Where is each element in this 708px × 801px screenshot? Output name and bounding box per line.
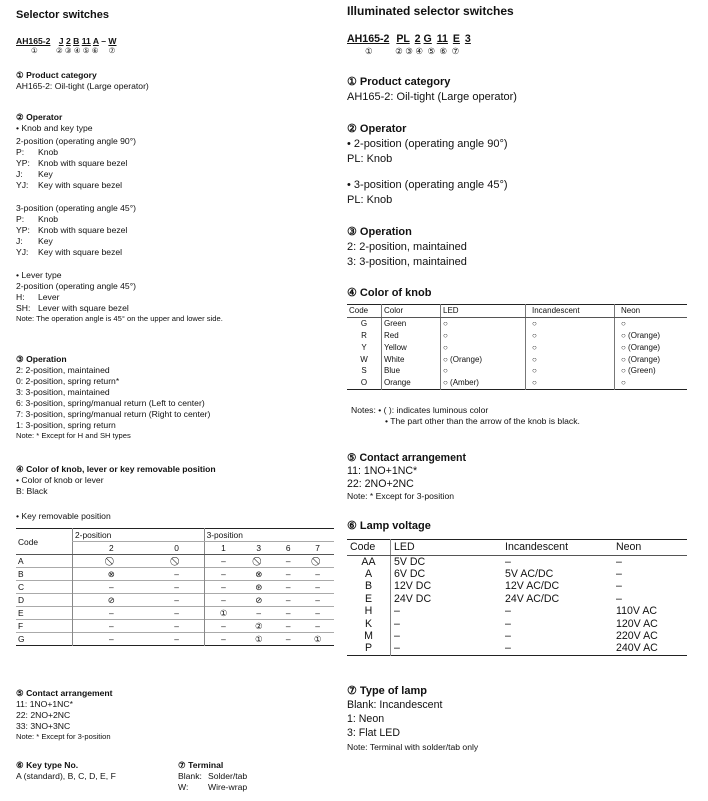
header-cell: Incandescent bbox=[526, 305, 615, 318]
subheader-cell: 1 bbox=[204, 542, 240, 555]
text-line: 3: Flat LED bbox=[347, 727, 400, 739]
text-line: • Knob and key type bbox=[16, 123, 93, 133]
item-code: YP: bbox=[16, 225, 30, 235]
table-cell: – bbox=[505, 642, 511, 655]
table-cell bbox=[299, 555, 334, 568]
table-row bbox=[347, 317, 687, 329]
table-cell: White bbox=[382, 353, 441, 365]
table-cell: ○ (Orange) bbox=[441, 353, 526, 365]
table-row bbox=[16, 594, 334, 607]
table-cell: – bbox=[148, 581, 205, 594]
item-code: P: bbox=[16, 214, 25, 224]
table-cell: ○ bbox=[526, 317, 615, 329]
table-cell: Blue bbox=[382, 365, 441, 377]
code-part: PL bbox=[396, 33, 410, 45]
table-cell: – bbox=[148, 620, 205, 633]
item-code: YJ: bbox=[16, 180, 29, 190]
table-cell: – bbox=[148, 568, 205, 581]
code-part: G bbox=[423, 33, 432, 45]
knob-color-notes bbox=[351, 405, 691, 427]
section-title: ③ Operation bbox=[347, 226, 412, 238]
code-part: E bbox=[452, 33, 460, 45]
code-part: 11 bbox=[436, 33, 448, 45]
row-code: E bbox=[16, 607, 73, 620]
header-cell: LED bbox=[441, 305, 526, 318]
table-cell: 24V AC/DC bbox=[505, 592, 560, 605]
table-cell: ○ bbox=[526, 353, 615, 365]
code-number: ② bbox=[395, 46, 403, 56]
table-cell: ○ bbox=[526, 365, 615, 377]
item-code: W: bbox=[178, 782, 189, 792]
table-cell: 24V DC bbox=[391, 593, 503, 605]
table-cell: 6V DC bbox=[391, 568, 503, 580]
text-line: 3-position (operating angle 45°) bbox=[16, 203, 137, 213]
item-label: Key bbox=[38, 236, 53, 246]
right-product-category bbox=[347, 76, 687, 104]
table-row bbox=[16, 568, 334, 581]
table-cell: 5V DC bbox=[391, 556, 503, 569]
right-lamp-type bbox=[347, 685, 687, 753]
table-cell: 240V AC bbox=[616, 642, 658, 655]
row-code: B bbox=[16, 568, 73, 581]
text-line: 0: 2-position, spring return* bbox=[16, 376, 120, 386]
section-title: ④ Color of knob, lever or key removable position bbox=[16, 464, 216, 474]
table-cell: – bbox=[299, 568, 334, 581]
right-code bbox=[347, 33, 471, 46]
table-cell: – bbox=[505, 605, 511, 618]
code-number: ④ bbox=[415, 46, 424, 56]
knob-color-table bbox=[347, 304, 687, 390]
section-title: ⑦ Terminal bbox=[178, 760, 224, 770]
note: Note: * Except for 3-position bbox=[347, 491, 454, 501]
subheader-cell: 2 bbox=[73, 542, 148, 555]
table-cell: 220V AC bbox=[616, 630, 658, 643]
text-line: 1: Neon bbox=[347, 713, 385, 725]
table-cell: ○ bbox=[526, 377, 615, 389]
row-code: G bbox=[360, 319, 368, 329]
table-row bbox=[347, 593, 687, 605]
header-cell: LED bbox=[391, 540, 503, 556]
text-line: Blank: Incandescent bbox=[347, 699, 443, 711]
table-cell: – bbox=[616, 555, 622, 568]
right-code-numbers bbox=[365, 46, 459, 57]
row-code: A bbox=[364, 568, 373, 581]
table-cell: – bbox=[275, 620, 299, 633]
text-line: • Color of knob or lever bbox=[16, 475, 104, 485]
section-title: ⑥ Key type No. bbox=[16, 760, 79, 770]
header-cell: Neon bbox=[613, 540, 687, 556]
table-cell: ○ (Orange) bbox=[615, 330, 688, 342]
note: Note: * Except for H and SH types bbox=[16, 431, 131, 440]
text-line: 2-position (operating angle 45°) bbox=[16, 281, 137, 291]
table-cell: – bbox=[299, 620, 334, 633]
subheader-cell: 6 bbox=[275, 542, 299, 555]
header-cell: 3-position bbox=[204, 529, 334, 542]
note: Notes: • ( ): indicates luminous color bbox=[351, 405, 489, 415]
item-code: H: bbox=[16, 292, 25, 302]
section-title: ③ Operation bbox=[16, 354, 67, 364]
left-code-numbers bbox=[31, 46, 115, 56]
code-part: 3 bbox=[464, 33, 471, 45]
code-number: ① bbox=[365, 46, 373, 56]
subheader-cell: 3 bbox=[240, 542, 275, 555]
right-operation bbox=[347, 226, 687, 269]
code-part: – bbox=[101, 36, 106, 46]
table-cell: 120V AC bbox=[616, 617, 658, 630]
table-cell bbox=[73, 555, 148, 568]
table-cell: – bbox=[616, 592, 622, 605]
table-cell: ○ (Orange) bbox=[615, 353, 688, 365]
item-code: J: bbox=[16, 169, 23, 179]
right-operator bbox=[347, 123, 687, 207]
text-line: • 2-position (operating angle 90°) bbox=[347, 138, 508, 150]
text-line: 2-position (operating angle 90°) bbox=[16, 136, 137, 146]
lamp-voltage-table bbox=[347, 539, 687, 656]
table-cell: ○ bbox=[441, 365, 526, 377]
table-row bbox=[347, 377, 687, 389]
table-cell: – bbox=[73, 633, 148, 646]
row-code: G bbox=[16, 633, 73, 646]
row-code: F bbox=[16, 620, 73, 633]
table-row bbox=[347, 618, 687, 630]
text-line: 7: 3-position, spring/manual return (Right to center) bbox=[16, 409, 211, 419]
table-row bbox=[347, 630, 687, 642]
row-code: W bbox=[360, 354, 368, 364]
header-cell: Color bbox=[382, 305, 441, 318]
subheader-cell: 0 bbox=[148, 542, 205, 555]
note: • The part other than the arrow of the knob is black. bbox=[385, 416, 580, 426]
text-line: • Lever type bbox=[16, 270, 62, 280]
table-cell: – bbox=[275, 555, 299, 568]
table-cell: – bbox=[299, 607, 334, 620]
text-line: 22: 2NO+2NC bbox=[347, 478, 414, 490]
row-code: H bbox=[364, 605, 373, 618]
table-cell: – bbox=[505, 555, 511, 568]
table-row bbox=[347, 341, 687, 353]
item-label: Lever bbox=[38, 292, 60, 302]
table-cell: ○ bbox=[441, 341, 526, 353]
item-code: YJ: bbox=[16, 247, 29, 257]
text-line: PL: Knob bbox=[347, 153, 393, 165]
table-cell: ○ bbox=[615, 317, 688, 329]
table-row bbox=[347, 556, 687, 569]
row-code: K bbox=[364, 617, 373, 630]
table-cell: – bbox=[275, 594, 299, 607]
row-code: O bbox=[360, 378, 368, 388]
code-number: ③ bbox=[405, 46, 413, 56]
section-title: ⑤ Contact arrangement bbox=[347, 452, 466, 464]
table-cell: Red bbox=[382, 330, 441, 342]
header-cell: Code bbox=[347, 305, 382, 318]
section-title: ② Operator bbox=[16, 112, 63, 122]
code-number: ② bbox=[55, 46, 63, 55]
table-row bbox=[347, 330, 687, 342]
table-cell: – bbox=[73, 620, 148, 633]
table-row bbox=[347, 568, 687, 580]
row-code: R bbox=[361, 330, 367, 340]
text-line: 3: 3-position, maintained bbox=[16, 387, 110, 397]
code-part: J bbox=[58, 36, 64, 46]
row-code: E bbox=[364, 592, 373, 605]
header-cell: Neon bbox=[615, 305, 688, 318]
table-row bbox=[347, 353, 687, 365]
code-part: AH165-2 bbox=[16, 36, 51, 46]
item-code: Blank: bbox=[178, 771, 202, 781]
table-cell: ② bbox=[240, 620, 275, 633]
table-cell: – bbox=[275, 581, 299, 594]
table-cell: – bbox=[204, 581, 240, 594]
table-cell: – bbox=[204, 555, 240, 568]
table-cell: – bbox=[204, 620, 240, 633]
text-line: 2: 2-position, maintained bbox=[347, 241, 467, 253]
table-cell: ① bbox=[204, 607, 240, 620]
item-label: Wire-wrap bbox=[208, 782, 248, 792]
table-cell: – bbox=[275, 633, 299, 646]
text-line: PL: Knob bbox=[347, 194, 393, 206]
section-title: ① Product category bbox=[16, 70, 97, 80]
table-cell: – bbox=[391, 643, 503, 656]
table-cell: – bbox=[148, 633, 205, 646]
item-label: Knob bbox=[38, 214, 59, 224]
row-code: P bbox=[364, 642, 373, 655]
item-code: YP: bbox=[16, 158, 30, 168]
code-part: W bbox=[108, 36, 117, 46]
item-code: J: bbox=[16, 236, 23, 246]
code-part: A bbox=[92, 36, 99, 46]
right-contact bbox=[347, 452, 687, 502]
header-cell: Code bbox=[347, 540, 391, 556]
table-cell: 5V AC/DC bbox=[505, 568, 554, 581]
table-cell: – bbox=[391, 618, 503, 630]
left-key-type bbox=[16, 760, 176, 782]
table-row bbox=[16, 555, 334, 568]
header-cell: 2-position bbox=[73, 529, 205, 542]
text-line: 11: 1NO+1NC* bbox=[16, 699, 73, 709]
table-cell: – bbox=[73, 581, 148, 594]
table-cell: – bbox=[73, 607, 148, 620]
row-code: A bbox=[16, 555, 73, 568]
table-cell: Yellow bbox=[382, 341, 441, 353]
code-part: B bbox=[73, 36, 80, 46]
table-cell: – bbox=[240, 607, 275, 620]
section-title: ④ Color of knob bbox=[347, 287, 432, 299]
code-part: 2 bbox=[414, 33, 421, 45]
left-terminal bbox=[178, 760, 338, 793]
row-code: S bbox=[361, 366, 367, 376]
table-cell: – bbox=[391, 606, 503, 618]
table-row bbox=[16, 633, 334, 646]
code-part: 2 bbox=[65, 36, 71, 46]
section-title: ① Product category bbox=[347, 76, 451, 88]
text-line: 1: 3-position, spring return bbox=[16, 420, 116, 430]
table-cell bbox=[240, 555, 275, 568]
table-row bbox=[347, 581, 687, 593]
row-code: D bbox=[16, 594, 73, 607]
code-number: ⑦ bbox=[108, 46, 116, 55]
text-line: • 3-position (operating angle 45°) bbox=[347, 179, 508, 191]
table-cell: – bbox=[275, 607, 299, 620]
table-cell: – bbox=[148, 607, 205, 620]
table-cell: – bbox=[204, 594, 240, 607]
text-line: AH165-2: Oil-tight (Large operator) bbox=[16, 81, 149, 91]
code-number: ① bbox=[31, 46, 38, 55]
table-row bbox=[16, 620, 334, 633]
table-row bbox=[16, 607, 334, 620]
row-code: C bbox=[16, 581, 73, 594]
table-cell: Green bbox=[382, 317, 441, 329]
note: Note: Terminal with solder/tab only bbox=[347, 742, 479, 752]
note: Note: * Except for 3-position bbox=[16, 732, 111, 741]
code-part: AH165-2 bbox=[347, 33, 390, 45]
subheader-cell: 7 bbox=[299, 542, 334, 555]
text-line: 22: 2NO+2NC bbox=[16, 710, 71, 720]
table-cell: – bbox=[148, 594, 205, 607]
text-line: A (standard), B, C, D, E, F bbox=[16, 771, 116, 781]
text-line: 33: 3NO+3NC bbox=[16, 721, 71, 731]
table-cell: ① bbox=[240, 633, 275, 646]
table-cell: 110V AC bbox=[616, 605, 658, 618]
table-cell: – bbox=[505, 630, 511, 643]
table-cell bbox=[148, 555, 205, 568]
table-cell: ○ bbox=[615, 377, 688, 389]
table-cell: – bbox=[204, 633, 240, 646]
item-label: Knob with square bezel bbox=[38, 225, 128, 235]
item-label: Knob with square bezel bbox=[38, 158, 128, 168]
table-cell: ① bbox=[299, 633, 334, 646]
table-cell: ⊗ bbox=[240, 568, 275, 581]
section-title: ⑦ Type of lamp bbox=[347, 685, 427, 697]
item-code: SH: bbox=[16, 303, 31, 313]
table-row bbox=[347, 643, 687, 656]
row-code: M bbox=[364, 630, 373, 643]
table-cell: ○ (Orange) bbox=[615, 341, 688, 353]
table-cell: ○ (Green) bbox=[615, 365, 688, 377]
item-label: Knob bbox=[38, 147, 59, 157]
code-number: ⑥ bbox=[91, 46, 99, 55]
section-title: ⑥ Lamp voltage bbox=[347, 520, 431, 532]
table-cell: – bbox=[616, 568, 622, 581]
code-number: ④ bbox=[73, 46, 81, 55]
code-number: ⑥ bbox=[439, 46, 448, 56]
table-cell: ⊘ bbox=[73, 594, 148, 607]
header-cell: Code bbox=[16, 529, 73, 555]
section-title: ② Operator bbox=[347, 123, 407, 135]
table-cell: Orange bbox=[382, 377, 441, 389]
table-cell: ⊛ bbox=[240, 581, 275, 594]
item-label: Solder/tab bbox=[208, 771, 248, 781]
code-number: ⑦ bbox=[451, 46, 460, 56]
row-code: Y bbox=[361, 342, 367, 352]
item-label: Key with square bezel bbox=[38, 180, 123, 190]
table-cell: – bbox=[616, 580, 622, 593]
table-row bbox=[16, 581, 334, 594]
row-code: B bbox=[364, 580, 373, 593]
table-cell: ○ bbox=[441, 317, 526, 329]
code-number: ③ bbox=[64, 46, 72, 55]
item-label: Key bbox=[38, 169, 53, 179]
table-cell: ○ (Amber) bbox=[441, 377, 526, 389]
left-operator bbox=[16, 112, 336, 324]
text-line: B: Black bbox=[16, 486, 48, 496]
item-code: P: bbox=[16, 147, 25, 157]
table-cell: 12V DC bbox=[391, 581, 503, 593]
table-cell: ○ bbox=[526, 341, 615, 353]
code-number: ⑤ bbox=[427, 46, 436, 56]
text-line: 6: 3-position, spring/manual return (Left to center) bbox=[16, 398, 205, 408]
table-cell: – bbox=[299, 581, 334, 594]
table-cell: – bbox=[391, 630, 503, 642]
text-line: • Key removable position bbox=[16, 511, 111, 521]
table-cell: ○ bbox=[526, 330, 615, 342]
text-line: AH165-2: Oil-tight (Large operator) bbox=[347, 91, 517, 103]
table-cell: – bbox=[299, 594, 334, 607]
header-cell: Incandescent bbox=[502, 540, 613, 556]
section-title: ⑤ Contact arrangement bbox=[16, 688, 113, 698]
table-row bbox=[347, 365, 687, 377]
key-removable-table bbox=[16, 528, 334, 646]
table-row bbox=[347, 606, 687, 618]
table-cell: 12V AC/DC bbox=[505, 580, 560, 593]
code-part: 11 bbox=[81, 36, 91, 46]
table-cell: ○ bbox=[441, 330, 526, 342]
table-cell: – bbox=[505, 617, 511, 630]
code-number: ⑤ bbox=[82, 46, 90, 55]
left-product-category bbox=[16, 70, 336, 92]
right-title: Illuminated selector switches bbox=[347, 4, 514, 18]
note: Note: The operation angle is 45° on the upper and lower side. bbox=[16, 314, 223, 323]
row-code: AA bbox=[361, 555, 376, 568]
item-label: Lever with square bezel bbox=[38, 303, 129, 313]
table-cell: ⊘ bbox=[240, 594, 275, 607]
left-operation bbox=[16, 354, 336, 441]
text-line: 11: 1NO+1NC* bbox=[347, 465, 418, 477]
table-cell: – bbox=[204, 568, 240, 581]
table-cell: – bbox=[275, 568, 299, 581]
table-cell: ⊗ bbox=[73, 568, 148, 581]
left-color bbox=[16, 464, 336, 522]
text-line: 3: 3-position, maintained bbox=[347, 256, 467, 268]
text-line: 2: 2-position, maintained bbox=[16, 365, 110, 375]
item-label: Key with square bezel bbox=[38, 247, 123, 257]
left-contact bbox=[16, 688, 216, 742]
left-title: Selector switches bbox=[16, 9, 109, 21]
